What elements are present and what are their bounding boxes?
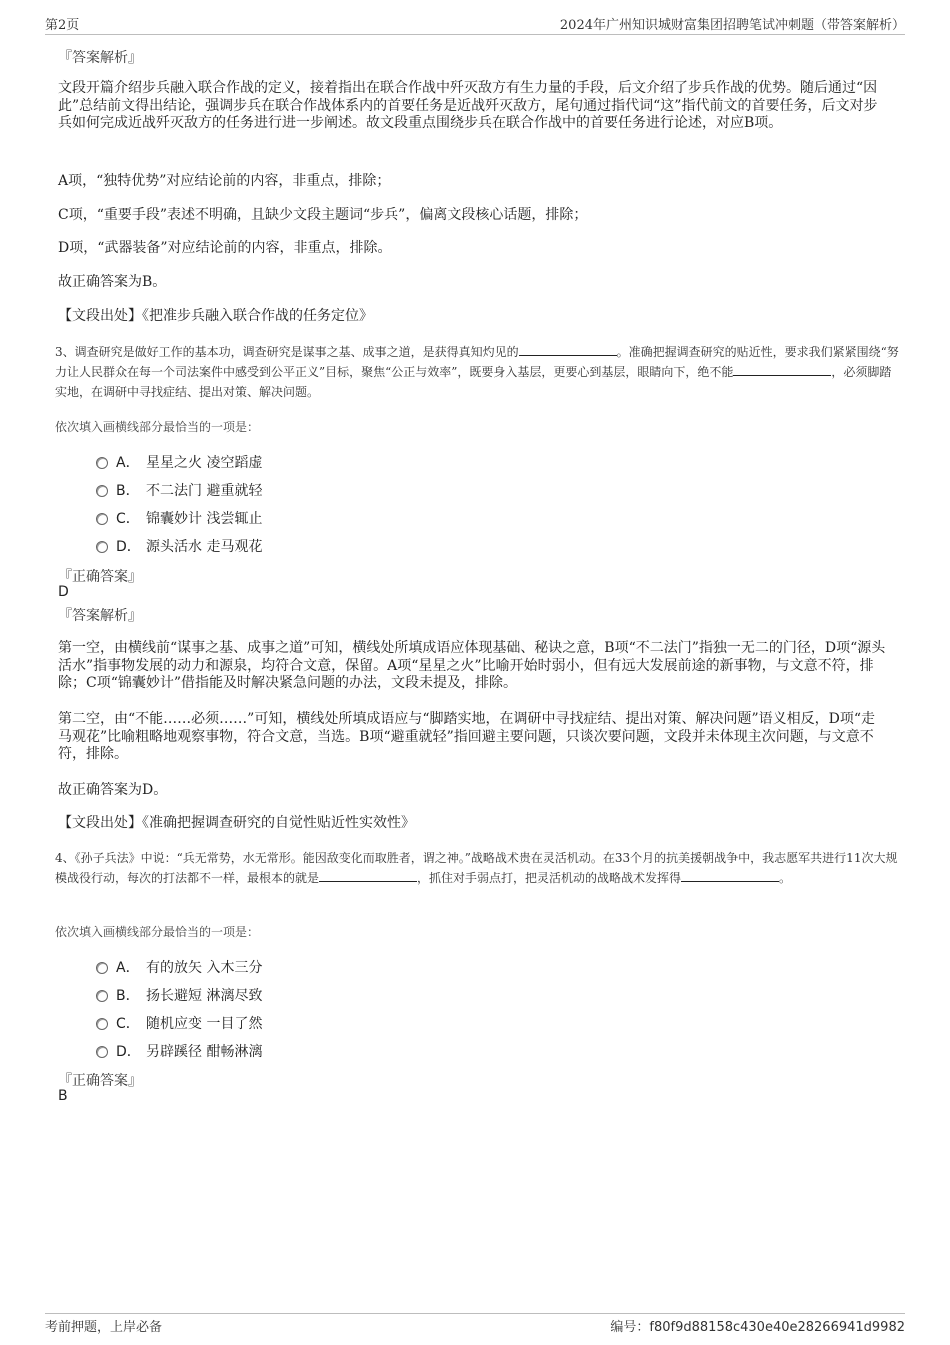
radio-icon[interactable] [96, 1046, 108, 1058]
document-title: 2024年广州知识城财富集团招聘笔试冲刺题（带答案解析） [559, 18, 905, 33]
page-footer [45, 1313, 905, 1335]
answer-blank [681, 869, 779, 882]
question-4-option-c[interactable]: C． 随机应变 一目了然 [96, 1013, 262, 1033]
radio-icon[interactable] [96, 541, 108, 553]
correct-answer-label: 『正确答案』 [58, 1073, 142, 1089]
radio-icon[interactable] [96, 1018, 108, 1030]
analysis-conclusion: 故正确答案为B。 [58, 274, 167, 290]
question-3-option-a[interactable]: A． 星星之火 凌空蹈虚 [96, 452, 262, 472]
correct-answer: B [58, 1088, 68, 1104]
question-3-option-c[interactable]: C． 锦囊妙计 浅尝辄止 [96, 508, 262, 528]
answer-blank [519, 343, 617, 356]
analysis-paragraph: 第一空，由横线前“谋事之基、成事之道”可知，横线处所填成语应体现基础、秘诀之意，B项“不二法门”指独一无二的门径，D项“源头活水”指事物发展的动力和源泉，均符合文意，保留。A项“星星之火”比喻开始时弱小，但有远大发展前途的新事物，与文意不符，排除；C项“锦囊妙计”借指能及时解决紧急问题的办法，文段未提及，排除。 [58, 640, 886, 691]
question-3-stem: 3、调查研究是做好工作的基本功，调查研究是谋事之基、成事之道，是获得真知灼见的 。准确把握调查研究的贴近性，要求我们紧紧围绕“努力让人民群众在每一个司法案件中感受到公平正义”目标，聚焦“公正与效率”，既要身入基层，更要心到基层，眼睛向下，绝不能 ，必须脚踏实地，在调研中寻找症结、提出对策、解决问题。 [55, 345, 899, 399]
analysis-paragraph: 第二空，由“不能……必须……”可知，横线处所填成语应与“脚踏实地，在调研中寻找症结、提出对策、解决问题”语义相反，D项“走马观花”比喻粗略地观察事物，符合文意，当选。B项“避重就轻”指回避主要问题，只谈次要问题，文段并未体现主次问题，与文意不符，排除。 [58, 711, 876, 762]
analysis-line-d: D项，“武器装备”对应结论前的内容，非重点，排除。 [58, 240, 392, 256]
question-4-option-b[interactable]: B． 扬长避短 淋漓尽致 [96, 985, 262, 1005]
radio-icon[interactable] [96, 990, 108, 1002]
question-4-prompt: 依次填入画横线部分最恰当的一项是： [55, 925, 260, 939]
document-code: 编号：f80f9d88158c430e40e28266941d9982 [610, 1320, 905, 1335]
radio-icon[interactable] [96, 962, 108, 974]
answer-blank [319, 869, 417, 882]
question-3-option-d[interactable]: D． 源头活水 走马观花 [96, 536, 262, 556]
correct-answer-label: 『正确答案』 [58, 569, 142, 585]
correct-answer: D [58, 584, 69, 600]
question-4-option-a[interactable]: A． 有的放矢 入木三分 [96, 957, 262, 977]
source-citation: 【文段出处】《准确把握调查研究的自觉性贴近性实效性》 [58, 815, 415, 831]
page-number: 第2页 [45, 18, 80, 33]
analysis-label: 『答案解析』 [58, 608, 142, 624]
question-3-prompt: 依次填入画横线部分最恰当的一项是： [55, 420, 260, 434]
question-3-option-b[interactable]: B． 不二法门 避重就轻 [96, 480, 262, 500]
analysis-conclusion: 故正确答案为D。 [58, 782, 168, 798]
analysis-line-c: C项，“重要手段”表述不明确，且缺少文段主题词“步兵”，偏离文段核心话题，排除； [58, 207, 588, 223]
analysis-paragraph: 文段开篇介绍步兵融入联合作战的定义，接着指出在联合作战中歼灭敌方有生力量的手段，后文介绍了步兵作战的优势。随后通过“因此”总结前文得出结论，强调步兵在联合作战体系内的首要任务是近战歼灭敌方，尾句通过指代词“这”指代前文的首要任务，后文对步兵如何完成近战歼灭敌方的任务进行进一步阐述。故文段重点围绕步兵在联合作战中的首要任务进行论述，对应B项。 [58, 80, 878, 131]
question-4-option-d[interactable]: D． 另辟蹊径 酣畅淋漓 [96, 1041, 262, 1061]
radio-icon[interactable] [96, 485, 108, 497]
analysis-label: 『答案解析』 [58, 50, 142, 66]
radio-icon[interactable] [96, 457, 108, 469]
answer-blank [733, 363, 831, 376]
question-4-stem: 4、《孙子兵法》中说：“兵无常势，水无常形。能因敌变化而取胜者，谓之神。”战略战术贵在灵活机动。在33个月的抗美援朝战争中，我志愿军共进行11次大规模战役行动，每次的打法都不一样，最根本的就是 ，抓住对手弱点打，把灵活机动的战略战术发挥得 。 [55, 851, 898, 885]
source-citation: 【文段出处】《把准步兵融入联合作战的任务定位》 [58, 308, 373, 324]
analysis-line-a: A项，“独特优势”对应结论前的内容，非重点，排除； [58, 173, 391, 189]
radio-icon[interactable] [96, 513, 108, 525]
page-header [45, 14, 905, 35]
footer-slogan: 考前押题，上岸必备 [45, 1320, 163, 1335]
